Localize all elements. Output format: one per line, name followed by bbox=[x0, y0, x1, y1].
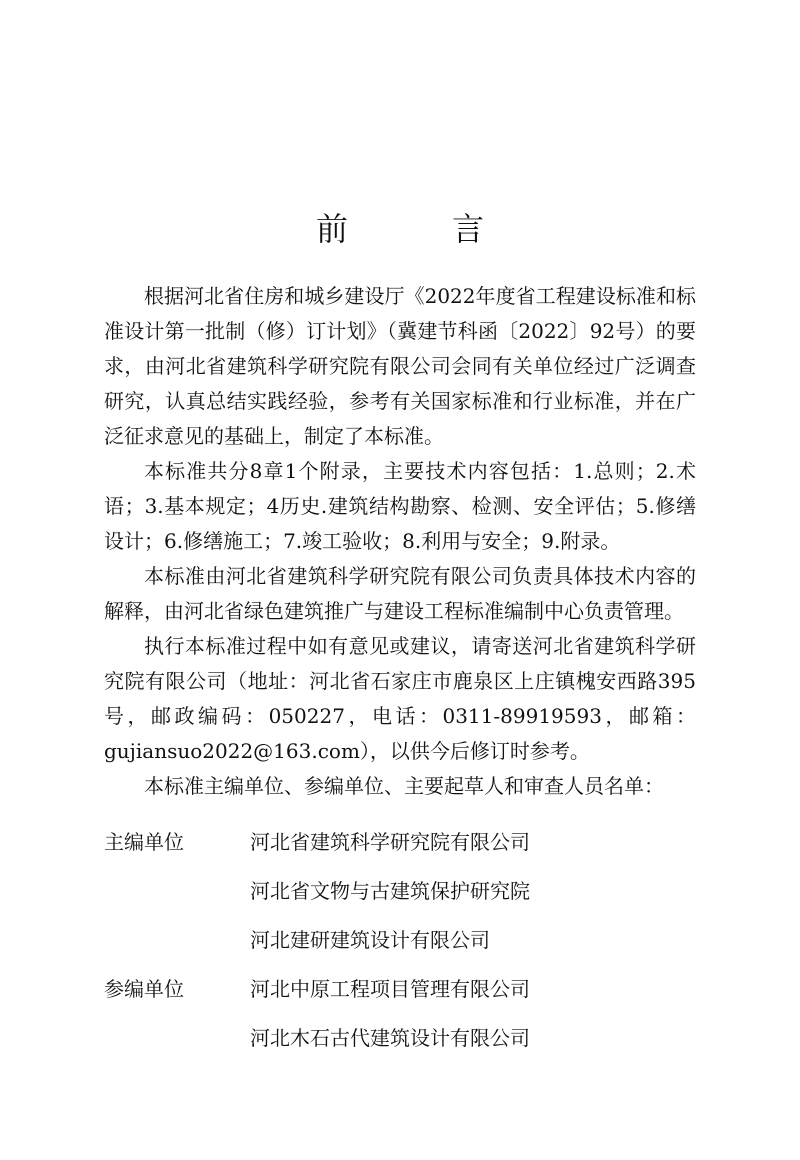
units-list bbox=[104, 822, 696, 1067]
unit-row bbox=[104, 920, 696, 969]
participating-unit-name: 河北中原工程项目管理有限公司 bbox=[250, 977, 530, 1001]
paragraph-interpretation: 本标准由河北省建筑科学研究院有限公司负责具体技术内容的解释，由河北省绿色建筑推广与建设工程标准编制中心负责管理。 bbox=[104, 564, 696, 623]
unit-row bbox=[104, 822, 696, 871]
paragraph-list-intro: 本标准主编单位、参编单位、主要起草人和审查人员名单： bbox=[144, 774, 664, 798]
paragraph-contents: 本标准共分8章1个附录，主要技术内容包括：1.总则；2.术语；3.基本规定；4历史.建筑结构勘察、检测、安全评估；5.修缮设计；6.修缮施工；7.竣工验收；8.利用与安全；9.附录。 bbox=[104, 459, 696, 553]
participating-unit-name: 河北木石古代建筑设计有限公司 bbox=[250, 1026, 530, 1050]
page-title: 前 言 bbox=[315, 210, 520, 248]
unit-row bbox=[104, 871, 696, 920]
chief-unit-name: 河北省文物与古建筑保护研究院 bbox=[250, 879, 530, 903]
preface-body bbox=[104, 279, 696, 804]
paragraph-feedback: 执行本标准过程中如有意见或建议，请寄送河北省建筑科学研究院有限公司（地址：河北省石家庄市鹿泉区上庄镇槐安西路395号，邮政编码：050227，电话：0311-89919593，邮箱：gujiansuo2022@163.com），以供今后修订时参考。 bbox=[104, 634, 696, 763]
paragraph-basis: 根据河北省住房和城乡建设厅《2022年度省工程建设标准和标准设计第一批制（修）订计划》（冀建节科函〔2022〕92号）的要求，由河北省建筑科学研究院有限公司会同有关单位经过广泛调查研究，认真总结实践经验，参考有关国家标准和行业标准，并在广泛征求意见的基础上，制定了本标准。 bbox=[104, 284, 696, 448]
participating-unit-label: 参编单位 bbox=[104, 977, 184, 1001]
unit-row bbox=[104, 1018, 696, 1067]
chief-unit-label: 主编单位 bbox=[104, 830, 184, 854]
unit-row bbox=[104, 969, 696, 1018]
chief-unit-name: 河北省建筑科学研究院有限公司 bbox=[250, 830, 530, 854]
chief-unit-name: 河北建研建筑设计有限公司 bbox=[250, 928, 490, 952]
